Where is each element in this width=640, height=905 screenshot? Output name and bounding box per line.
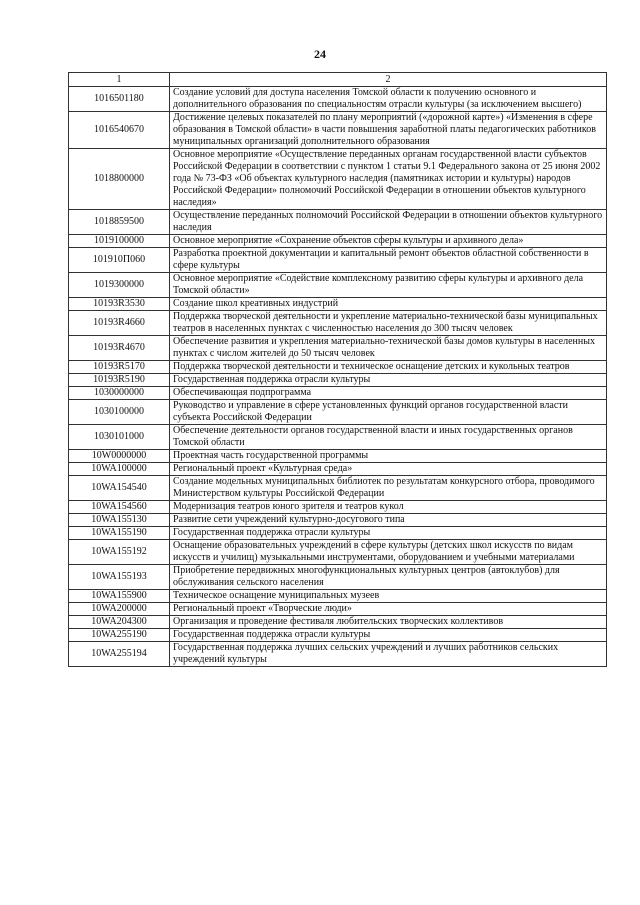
table-row [69,476,607,501]
table-row [69,565,607,590]
table-row [69,450,607,463]
table-row [69,629,607,642]
row-name: Основное мероприятие «Содействие комплексному развитию сферы культуры и архивного дела Томской области» [170,273,607,298]
row-code: 10WA155130 [69,514,170,527]
row-name: Модернизация театров юного зрителя и театров кукол [170,501,607,514]
row-code: 1016501180 [69,87,170,112]
table-row [69,210,607,235]
table-row [69,603,607,616]
row-name: Разработка проектной документации и капитальный ремонт объектов областной собственности в сфере культуры [170,248,607,273]
table-row [69,387,607,400]
table-row [69,514,607,527]
row-name: Достижение целевых показателей по плану мероприятий («дорожной карте») «Изменения в сфере образования в Томской области» в части повышения заработной платы педагогических работников муниципальных организаций дополнительного образования [170,112,607,149]
row-code: 101910П060 [69,248,170,273]
row-name: Создание школ креативных индустрий [170,298,607,311]
row-code: 1018859500 [69,210,170,235]
row-name: Государственная поддержка отрасли культуры [170,374,607,387]
table-row [69,590,607,603]
row-code: 1019100000 [69,235,170,248]
row-code: 10WA154560 [69,501,170,514]
row-code: 10WA155193 [69,565,170,590]
row-code: 10193R5170 [69,361,170,374]
row-name: Развитие сети учреждений культурно-досугового типа [170,514,607,527]
row-name: Региональный проект «Творческие люди» [170,603,607,616]
row-code: 10WA200000 [69,603,170,616]
row-code: 1019300000 [69,273,170,298]
row-code: 10WA154540 [69,476,170,501]
row-code: 10193R4670 [69,336,170,361]
table-row [69,248,607,273]
table-row [69,235,607,248]
page-number: 24 [314,47,326,61]
row-code: 10193R5190 [69,374,170,387]
row-code: 10WA255190 [69,629,170,642]
row-name: Основное мероприятие «Сохранение объектов сферы культуры и архивного дела» [170,235,607,248]
row-code: 10WA155190 [69,527,170,540]
row-code: 10193R3530 [69,298,170,311]
row-code: 10WA155900 [69,590,170,603]
row-name: Государственная поддержка отрасли культуры [170,629,607,642]
row-name: Создание модельных муниципальных библиотек по результатам конкурсного отбора, проводимого Министерством культуры Российской Федерации [170,476,607,501]
table-header-row [69,73,607,87]
table-row [69,311,607,336]
row-name: Оснащение образовательных учреждений в сфере культуры (детских школ искусств по видам искусств и училищ) музыкальными инструментами, оборудованием и учебными материалами [170,540,607,565]
row-name: Поддержка творческой деятельности и укрепление материально-технической базы муниципальных театров в населенных пунктах с численностью населения до 300 тысяч человек [170,311,607,336]
table-row [69,149,607,210]
table-row [69,273,607,298]
column-header-name: 2 [170,73,607,87]
row-name: Поддержка творческой деятельности и техническое оснащение детских и кукольных театров [170,361,607,374]
row-code: 10193R4660 [69,311,170,336]
row-name: Проектная часть государственной программы [170,450,607,463]
table-row [69,501,607,514]
table-row [69,540,607,565]
budget-codes-table [68,72,607,667]
table-row [69,642,607,667]
table-row [69,374,607,387]
row-code: 1018800000 [69,149,170,210]
row-name: Осуществление переданных полномочий Российской Федерации в отношении объектов культурного наследия [170,210,607,235]
row-code: 1016540670 [69,112,170,149]
row-name: Обеспечение деятельности органов государственной власти и иных государственных органов Томской области [170,425,607,450]
table-row [69,87,607,112]
row-name: Региональный проект «Культурная среда» [170,463,607,476]
table-row [69,463,607,476]
row-name: Государственная поддержка отрасли культуры [170,527,607,540]
row-code: 10WA155192 [69,540,170,565]
row-code: 10WA100000 [69,463,170,476]
row-code: 10WA204300 [69,616,170,629]
row-code: 1030101000 [69,425,170,450]
row-code: 1030100000 [69,400,170,425]
row-code: 10W0000000 [69,450,170,463]
row-name: Обеспечивающая подпрограмма [170,387,607,400]
table-row [69,298,607,311]
table-row [69,527,607,540]
row-name: Техническое оснащение муниципальных музеев [170,590,607,603]
row-name: Руководство и управление в сфере установленных функций органов государственной власти субъекта Российской Федерации [170,400,607,425]
row-code: 1030000000 [69,387,170,400]
table-body [69,87,607,667]
column-header-code: 1 [69,73,170,87]
row-code: 10WA255194 [69,642,170,667]
row-name: Создание условий для доступа населения Томской области к получению основного и дополнительного образования по специальностям отрасли культуры (за исключением высшего) [170,87,607,112]
table-row [69,112,607,149]
table-row [69,616,607,629]
table-row [69,361,607,374]
table-row [69,336,607,361]
row-name: Организация и проведение фестиваля любительских творческих коллективов [170,616,607,629]
row-name: Приобретение передвижных многофункциональных культурных центров (автоклубов) для обслуживания сельского населения [170,565,607,590]
row-name: Государственная поддержка лучших сельских учреждений и лучших работников сельских учреждений культуры [170,642,607,667]
row-name: Основное мероприятие «Осуществление переданных органам государственной власти субъектов Российской Федерации в соответствии с пунктом 1 статьи 9.1 Федерального закона от 25 июня 2002 года № 73-ФЗ «Об объектах культурного наследия (памятниках истории и культуры) народов Российской Федерации» полномочий Российской Федерации в отношении объектов культурного наследия» [170,149,607,210]
table-row [69,425,607,450]
table-row [69,400,607,425]
row-name: Обеспечение развития и укрепления материально-технической базы домов культуры в населенных пунктах с числом жителей до 50 тысяч человек [170,336,607,361]
